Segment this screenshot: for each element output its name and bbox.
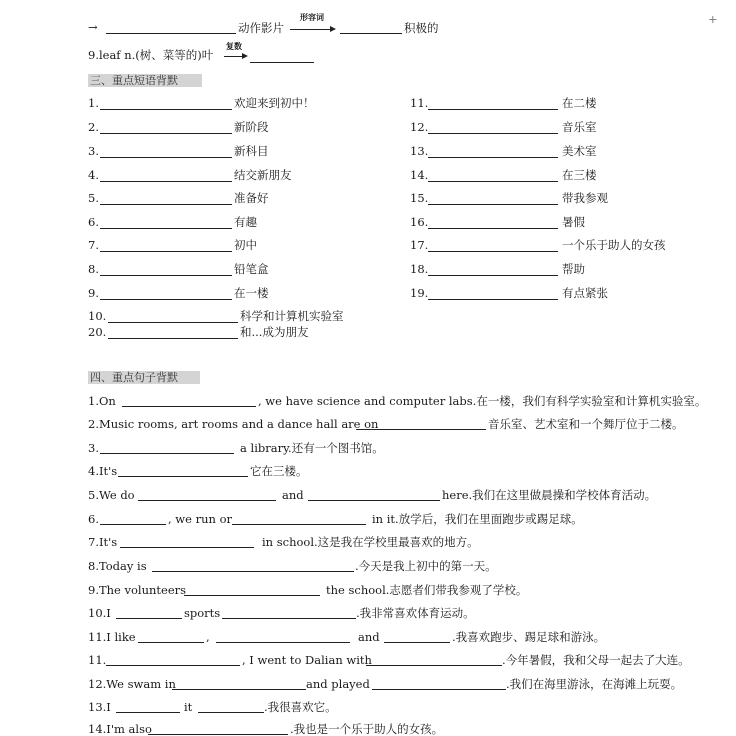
item-number: 4. — [88, 168, 99, 182]
item-number: 12. — [410, 120, 429, 134]
item-number: 14. — [410, 168, 429, 182]
answer-blank[interactable] — [138, 642, 204, 643]
arrow-head-icon — [242, 53, 248, 59]
item-number: 17. — [410, 238, 429, 252]
phrase-text: 美术室 — [562, 144, 597, 158]
arrow-icon: → — [88, 20, 98, 34]
answer-blank[interactable] — [366, 665, 502, 666]
answer-blank[interactable] — [106, 665, 240, 666]
answer-blank[interactable] — [428, 157, 558, 158]
item-number: 5. — [88, 191, 99, 205]
answer-blank[interactable] — [100, 524, 166, 525]
answer-blank[interactable] — [308, 500, 440, 501]
sentence-text: and — [282, 488, 304, 502]
phrase-text: 欢迎来到初中！ — [234, 96, 315, 110]
phrase-text: 在二楼 — [562, 96, 597, 110]
answer-blank[interactable] — [100, 109, 232, 110]
answer-blank[interactable] — [100, 275, 232, 276]
item-number: 9. — [88, 286, 99, 300]
answer-blank[interactable] — [372, 689, 506, 690]
sentence-text: .我很喜欢它。 — [264, 700, 337, 714]
answer-blank[interactable] — [148, 734, 288, 735]
section-title: 三、重点短语背默 — [88, 74, 202, 87]
answer-blank[interactable] — [100, 157, 232, 158]
sentence-text: sports — [184, 606, 221, 620]
answer-blank[interactable] — [116, 618, 182, 619]
answer-blank[interactable] — [232, 524, 366, 525]
answer-blank[interactable] — [428, 181, 558, 182]
section-title: 四、重点句子背默 — [88, 371, 200, 384]
phrase-text: 带我参观 — [562, 191, 608, 205]
answer-blank[interactable] — [356, 429, 486, 430]
sentence-text: 音乐室、艺术室和一个舞厅位于二楼。 — [488, 417, 684, 431]
sentence-start: 9.The volunteers — [88, 583, 187, 597]
sentence-start: 11. — [88, 653, 107, 667]
item-number: 20. — [88, 325, 107, 339]
sentence-text: it — [184, 700, 193, 714]
item-number: 15. — [410, 191, 429, 205]
item-number: 7. — [88, 238, 99, 252]
sentence-start: 3. — [88, 441, 99, 455]
sentence-text: , — [206, 630, 210, 644]
answer-blank[interactable] — [428, 299, 558, 300]
sentence-start: 5.We do — [88, 488, 135, 502]
answer-blank[interactable] — [120, 547, 254, 548]
item-number: 13. — [410, 144, 429, 158]
answer-blank[interactable] — [116, 712, 180, 713]
answer-blank[interactable] — [340, 33, 402, 34]
sentence-start: 13.I — [88, 700, 111, 714]
item-number: 3. — [88, 144, 99, 158]
sentence-text: in it.放学后，我们在里面跑步或踢足球。 — [372, 512, 583, 526]
answer-blank[interactable] — [100, 228, 232, 229]
sentence-text: and played — [306, 677, 370, 691]
sentence-start: 7.It's — [88, 535, 118, 549]
sentence-start: 11.I like — [88, 630, 136, 644]
item-number: 19. — [410, 286, 429, 300]
answer-blank[interactable] — [100, 204, 232, 205]
phrase-text: 暑假 — [562, 215, 585, 229]
corner-mark: + — [708, 12, 718, 26]
answer-blank[interactable] — [100, 251, 232, 252]
phrase-text: 有点紧张 — [562, 286, 608, 300]
answer-blank[interactable] — [100, 181, 232, 182]
sentence-text: .今天是我上初中的第一天。 — [355, 559, 497, 573]
answer-blank[interactable] — [250, 62, 314, 63]
item-number: 6. — [88, 215, 99, 229]
sentence-text: .我们在海里游泳，在海滩上玩耍。 — [506, 677, 683, 691]
answer-blank[interactable] — [152, 571, 354, 572]
phrase-text: 结交新朋友 — [234, 168, 292, 182]
phrase-text: 在三楼 — [562, 168, 597, 182]
answer-blank[interactable] — [106, 33, 236, 34]
phrase-text: 有趣 — [234, 215, 257, 229]
sentence-start: 10.I — [88, 606, 111, 620]
answer-blank[interactable] — [428, 204, 558, 205]
answer-blank[interactable] — [428, 251, 558, 252]
answer-blank[interactable] — [428, 109, 558, 110]
sentence-text: .我喜欢跑步、踢足球和游泳。 — [452, 630, 606, 644]
item-number: 2. — [88, 120, 99, 134]
label-small: 复数 — [226, 41, 242, 51]
phrase-text: 9.leaf n.(树、菜等的)叶 — [88, 48, 214, 62]
sentence-text: here.我们在这里做晨操和学校体育活动。 — [442, 488, 657, 502]
answer-blank[interactable] — [138, 500, 276, 501]
sentence-start: 14.I'm also — [88, 722, 152, 736]
item-number: 11. — [410, 96, 429, 110]
phrase-text: 新科目 — [234, 144, 269, 158]
item-number: 1. — [88, 96, 99, 110]
item-number: 10. — [88, 309, 107, 323]
sentence-start: 1.On — [88, 394, 116, 408]
sentence-text: in school.这是我在学校里最喜欢的地方。 — [262, 535, 479, 549]
item-number: 16. — [410, 215, 429, 229]
label-small: 形容词 — [300, 12, 324, 22]
sentence-text: , we run or — [168, 512, 233, 526]
phrase-text: 准备好 — [234, 191, 269, 205]
sentence-text: a library.还有一个图书馆。 — [240, 441, 384, 455]
phrase-text: 动作影片 — [238, 21, 284, 35]
phrase-text: 初中 — [234, 238, 257, 252]
phrase-text: 科学和计算机实验室 — [240, 309, 344, 323]
phrase-text: 新阶段 — [234, 120, 269, 134]
answer-blank[interactable] — [428, 228, 558, 229]
answer-blank[interactable] — [428, 275, 558, 276]
phrase-text: 铅笔盒 — [234, 262, 269, 276]
arrow-head-icon — [330, 26, 336, 32]
answer-blank[interactable] — [100, 299, 232, 300]
item-number: 18. — [410, 262, 429, 276]
answer-blank[interactable] — [108, 338, 238, 339]
answer-blank[interactable] — [384, 642, 450, 643]
phrase-text: 帮助 — [562, 262, 585, 276]
arrow-line — [290, 29, 332, 30]
sentence-start: 4.It's — [88, 464, 118, 478]
answer-blank[interactable] — [100, 133, 232, 134]
answer-blank[interactable] — [198, 712, 264, 713]
phrase-text: 在一楼 — [234, 286, 269, 300]
sentence-start: 6. — [88, 512, 99, 526]
phrase-text: 音乐室 — [562, 120, 597, 134]
item-number: 8. — [88, 262, 99, 276]
sentence-text: the school.志愿者们带我参观了学校。 — [326, 583, 528, 597]
sentence-start: 8.Today is — [88, 559, 147, 573]
sentence-text: , we have science and computer labs.在一楼，我们有科学实验室和计算机实验室。 — [258, 394, 707, 408]
sentence-start: 12.We swam in — [88, 677, 176, 691]
phrase-text: 和...成为朋友 — [240, 325, 309, 339]
answer-blank[interactable] — [118, 476, 248, 477]
answer-blank[interactable] — [222, 618, 356, 619]
phrase-text: 一个乐于助人的女孩 — [562, 238, 666, 252]
sentence-text: .今年暑假，我和父母一起去了大连。 — [502, 653, 690, 667]
answer-blank[interactable] — [122, 406, 256, 407]
sentence-text: 它在三楼。 — [250, 464, 308, 478]
answer-blank[interactable] — [100, 453, 234, 454]
answer-blank[interactable] — [428, 133, 558, 134]
answer-blank[interactable] — [184, 595, 320, 596]
sentence-text: , I went to Dalian with — [242, 653, 372, 667]
sentence-text: and — [358, 630, 380, 644]
answer-blank[interactable] — [216, 642, 350, 643]
answer-blank[interactable] — [172, 689, 306, 690]
arrow-line — [224, 56, 244, 57]
phrase-text: 积极的 — [404, 21, 439, 35]
sentence-text: .我也是一个乐于助人的女孩。 — [290, 722, 444, 736]
sentence-text: .我非常喜欢体育运动。 — [356, 606, 475, 620]
sentence-start: 2.Music rooms, art rooms and a dance hall are on — [88, 417, 379, 431]
answer-blank[interactable] — [108, 322, 238, 323]
